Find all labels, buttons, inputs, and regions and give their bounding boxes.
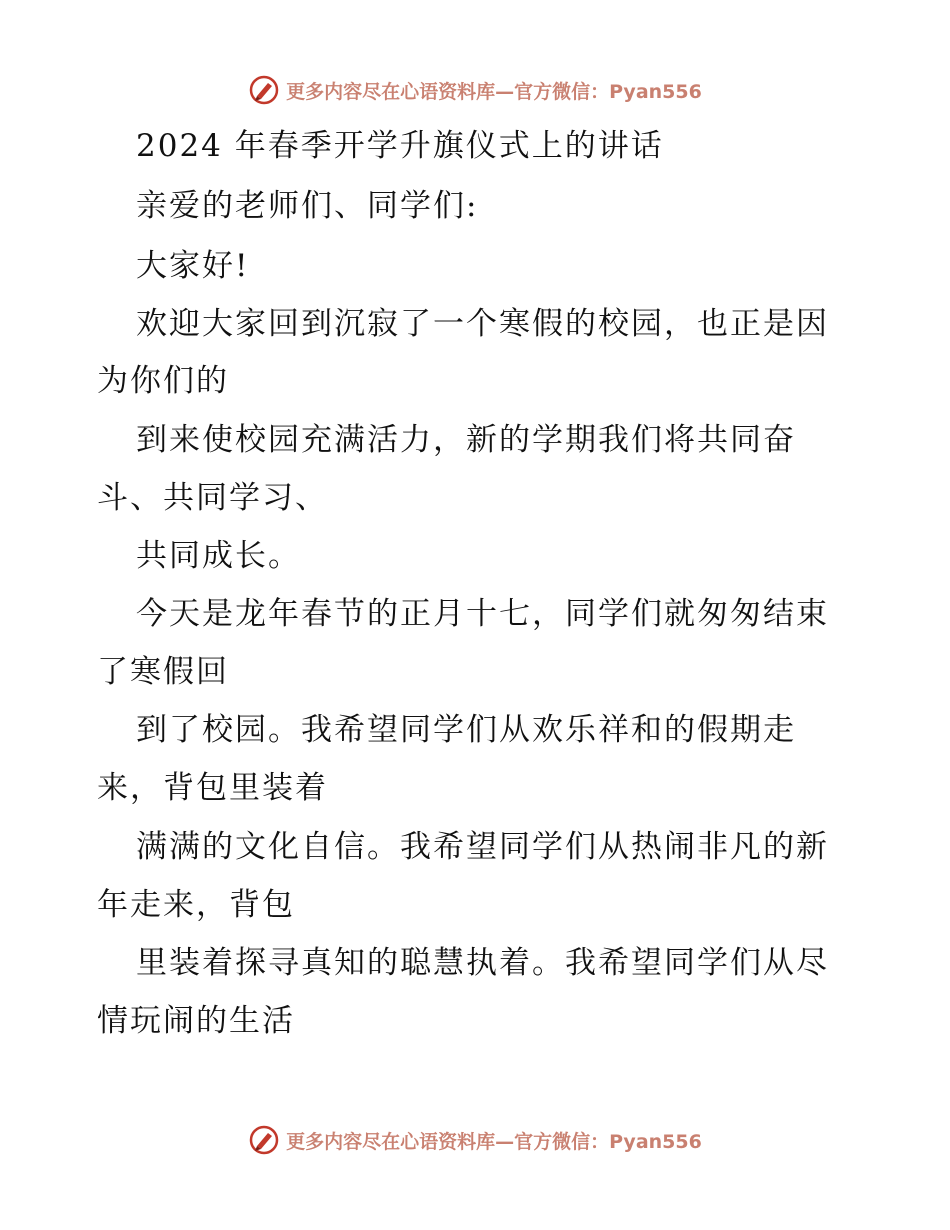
text-line: 为你们的 (97, 363, 229, 399)
text-line: 到了校园。我希望同学们从欢乐祥和的假期走 (136, 712, 796, 748)
text-line: 了寒假回 (97, 654, 229, 690)
text-line: 大家好! (136, 248, 250, 284)
text-line: 亲爱的老师们、同学们: (136, 188, 479, 224)
pen-logo-icon (248, 74, 280, 106)
footer-watermark-banner (0, 1122, 950, 1158)
text-line: 里装着探寻真知的聪慧执着。我希望同学们从尽 (136, 945, 829, 981)
pen-logo-icon (248, 1124, 280, 1156)
text-line: 斗、共同学习、 (97, 480, 328, 516)
header-watermark-banner (0, 72, 950, 108)
text-line: 满满的文化自信。我希望同学们从热闹非凡的新 (136, 829, 829, 865)
text-line: 情玩闹的生活 (97, 1003, 295, 1039)
text-line: 年走来，背包 (97, 887, 295, 923)
text-line: 共同成长。 (136, 538, 301, 574)
footer-watermark-text: 更多内容尽在心语资料库—官方微信：Pyan556 (286, 1130, 702, 1153)
text-line: 今天是龙年春节的正月十七，同学们就匆匆结束 (136, 596, 829, 632)
text-line: 来，背包里装着 (97, 770, 328, 806)
document-title: 2024 年春季开学升旗仪式上的讲话 (136, 128, 664, 164)
text-line: 到来使校园充满活力，新的学期我们将共同奋 (136, 422, 796, 458)
header-watermark-text: 更多内容尽在心语资料库—官方微信：Pyan556 (286, 80, 702, 103)
text-line: 欢迎大家回到沉寂了一个寒假的校园，也正是因 (136, 306, 829, 342)
